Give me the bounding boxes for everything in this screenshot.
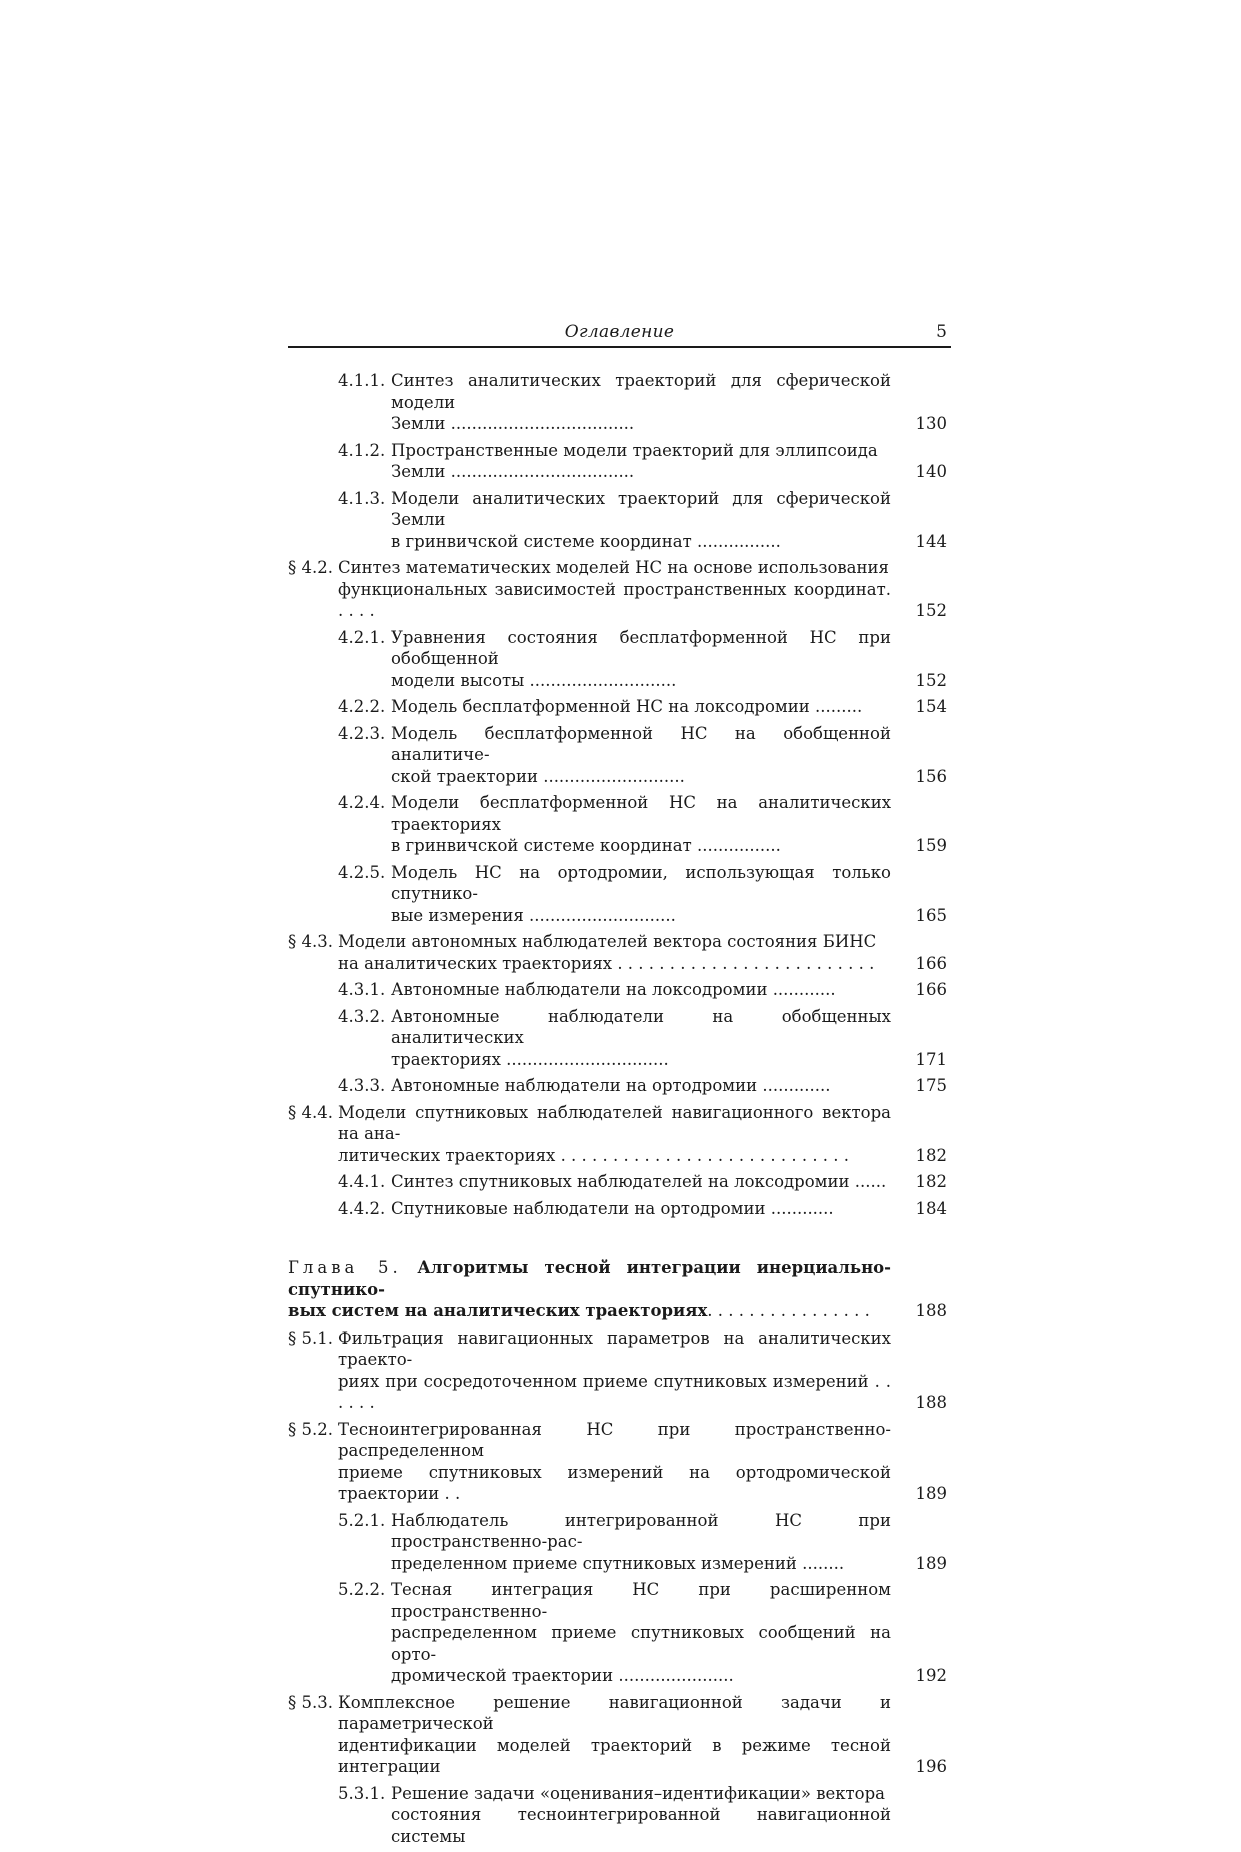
- entry-title: [338, 931, 891, 974]
- toc-subsection-entry: [288, 792, 951, 857]
- entry-page-number: 192: [915, 1666, 947, 1685]
- entry-title-line: Модель бесплатформенной НС на обобщенной аналитиче-: [391, 723, 891, 764]
- entry-title: [391, 1171, 891, 1193]
- entry-title-line: Спутниковые наблюдатели на ортодромии ............: [391, 1198, 834, 1218]
- entry-title-line: Модель НС на ортодромии, использующая только спутнико-: [391, 862, 891, 903]
- entry-page-number: 182: [915, 1145, 947, 1165]
- entry-title: [391, 862, 891, 927]
- entry-number: § 5.2.: [288, 1419, 333, 1439]
- entry-title: [391, 1783, 891, 1848]
- toc-subsection-entry: [288, 1075, 951, 1097]
- entry-number: 4.2.2.: [338, 697, 386, 716]
- entry-title: [391, 979, 891, 1001]
- entry-title-line: вые измерения ............................: [391, 905, 676, 925]
- entry-title-line: в гринвичской системе координат ................: [391, 836, 781, 855]
- entry-title-line: Синтез математических моделей НС на основе использования: [338, 558, 889, 577]
- entry-number: 4.1.3.: [338, 488, 386, 508]
- entry-title-line: Тесноинтегрированная НС при пространственно-распределенном: [338, 1419, 891, 1460]
- entry-title-line: дромической траектории ......................: [391, 1666, 734, 1685]
- entry-title: [391, 1075, 891, 1097]
- chapter-title-line2: вых систем на аналитических траекториях: [288, 1301, 708, 1320]
- entry-title-line: Земли ...................................: [391, 414, 635, 433]
- entry-title: [391, 1198, 891, 1220]
- toc-subsection-entry: [288, 979, 951, 1001]
- entry-number: 5.2.1.: [338, 1510, 386, 1530]
- toc-section-entry: [288, 1328, 951, 1414]
- entry-page-number: 171: [915, 1049, 947, 1069]
- entry-page-number: 166: [915, 953, 947, 973]
- entry-title-line: Автономные наблюдатели на локсодромии ............: [391, 980, 836, 999]
- entry-title-line: Синтез аналитических траекторий для сферической модели: [391, 371, 891, 412]
- entry-page-number: 189: [915, 1484, 947, 1503]
- entry-title-line: пределенном приеме спутниковых измерений ........: [391, 1553, 845, 1573]
- entry-number: 4.2.4.: [338, 793, 386, 812]
- entry-title-line: в гринвичской системе координат ................: [391, 531, 781, 551]
- entry-page-number: 182: [915, 1172, 947, 1191]
- toc-section-entry: [288, 557, 951, 622]
- entry-page-number: 159: [915, 836, 947, 855]
- entry-page-number: 196: [915, 1757, 947, 1776]
- toc-subsection-entry: [288, 1783, 951, 1848]
- entry-title: [391, 723, 891, 788]
- toc-group-chapter-5: [288, 1328, 951, 1848]
- entry-number: § 4.4.: [288, 1102, 333, 1122]
- entry-title: [338, 1102, 891, 1167]
- entry-page-number: 144: [915, 531, 947, 551]
- entry-title-line: Фильтрация навигационных параметров на аналитических траекто-: [338, 1328, 891, 1369]
- entry-title: [391, 627, 891, 692]
- entry-number: 4.4.2.: [338, 1198, 386, 1218]
- entry-number: 4.3.2.: [338, 1006, 386, 1026]
- entry-title-line: Тесная интеграция НС при расширенном пространственно-: [391, 1580, 891, 1621]
- entry-page-number: 140: [915, 462, 947, 481]
- entry-title-line: на аналитических траекториях . . . . . . . . . . . . . . . . . . . . . . . . .: [338, 953, 875, 973]
- toc-subsection-entry: [288, 488, 951, 553]
- entry-title: [391, 792, 891, 857]
- entry-number: 4.2.3.: [338, 723, 386, 743]
- toc-subsection-entry: [288, 440, 951, 483]
- toc-subsection-entry: [288, 1510, 951, 1575]
- toc-subsection-entry: [288, 627, 951, 692]
- entry-title-line: траекториях ...............................: [391, 1049, 669, 1069]
- entry-title-line: литических траекториях . . . . . . . . . . . . . . . . . . . . . . . . . . . .: [338, 1145, 850, 1165]
- toc-group-chapter-4: [288, 370, 951, 1219]
- entry-title-line: ской траектории ...........................: [391, 766, 685, 786]
- toc-subsection-entry: [288, 723, 951, 788]
- entry-page-number: 152: [915, 670, 947, 690]
- entry-number: § 4.3.: [288, 932, 333, 951]
- entry-title: [391, 488, 891, 553]
- entry-page-number: 175: [915, 1076, 947, 1095]
- entry-title: [391, 440, 891, 483]
- toc-subsection-entry: [288, 1198, 951, 1220]
- entry-page-number: 188: [915, 1393, 947, 1412]
- entry-page-number: 156: [915, 766, 947, 786]
- chapter-leader: . . . . . . . . . . . . . . . .: [707, 1301, 870, 1320]
- running-title: Оглавление: [564, 322, 675, 342]
- entry-title-line: Уравнения состояния бесплатформенной НС при обобщенной: [391, 627, 891, 668]
- entry-page-number: 154: [915, 697, 947, 716]
- chapter-page-number: 188: [915, 1301, 947, 1320]
- toc-subsection-entry: [288, 1006, 951, 1071]
- entry-title-line: Модели автономных наблюдателей вектора состояния БИНС: [338, 932, 877, 951]
- chapter-title-line1: Алгоритмы тесной интеграции инерциально-спутнико-: [288, 1258, 892, 1299]
- entry-title: [338, 557, 891, 622]
- entry-page-number: 165: [915, 905, 947, 925]
- entry-number: 5.3.1.: [338, 1783, 386, 1803]
- entry-number: 4.2.1.: [338, 627, 386, 647]
- entry-title-line: Комплексное решение навигационной задачи и параметрической: [338, 1692, 891, 1733]
- entry-title-line: Модели спутниковых наблюдателей навигационного вектора на ана-: [338, 1102, 891, 1143]
- entry-title-line: Модели бесплатформенной НС на аналитических траекториях: [391, 793, 891, 834]
- toc-section-entry: [288, 1692, 951, 1778]
- toc-section-entry: [288, 931, 951, 974]
- toc-subsection-entry: [288, 1579, 951, 1687]
- entry-number: § 5.3.: [288, 1692, 333, 1712]
- toc-subsection-entry: [288, 862, 951, 927]
- entry-title-line: Модель бесплатформенной НС на локсодромии .........: [391, 697, 863, 716]
- entry-title: [338, 1328, 891, 1414]
- entry-page-number: 166: [915, 980, 947, 999]
- entry-number: 5.2.2.: [338, 1580, 386, 1599]
- entry-number: § 4.2.: [288, 558, 333, 577]
- entry-title-line: состояния тесноинтегрированной навигационной системы: [391, 1805, 891, 1846]
- toc-subsection-entry: [288, 1171, 951, 1193]
- toc-section-entry: [288, 1419, 951, 1505]
- entry-page-number: 184: [915, 1198, 947, 1218]
- entry-page-number: 130: [915, 414, 947, 433]
- toc-subsection-entry: [288, 370, 951, 435]
- entry-number: 4.1.1.: [338, 371, 386, 390]
- entry-title: [391, 1006, 891, 1071]
- entry-title: [391, 370, 891, 435]
- entry-number: § 5.1.: [288, 1328, 333, 1348]
- entry-number: 4.3.1.: [338, 980, 386, 999]
- toc-subsection-entry: [288, 696, 951, 718]
- page-number: 5: [936, 322, 947, 342]
- entry-title-line: Решение задачи «оценивания–идентификации» вектора: [391, 1783, 886, 1803]
- entry-title: [391, 1510, 891, 1575]
- entry-title-line: модели высоты ............................: [391, 670, 677, 690]
- entry-title-line: распределенном приеме спутниковых сообщений на орто-: [391, 1623, 891, 1664]
- table-of-contents: [288, 370, 951, 1852]
- entry-title-line: Автономные наблюдатели на ортодромии .............: [391, 1076, 831, 1095]
- entry-number: 4.4.1.: [338, 1172, 386, 1191]
- entry-title-line: Модели аналитических траекторий для сферической Земли: [391, 488, 891, 529]
- entry-number: 4.1.2.: [338, 440, 386, 460]
- entry-title-line: идентификации моделей траекторий в режиме тесной интеграции: [338, 1735, 891, 1776]
- chapter-heading: [288, 1257, 951, 1322]
- entry-title-line: риях при сосредоточенном приеме спутниковых измерений . . . . . .: [338, 1371, 891, 1412]
- entry-title: [391, 1579, 891, 1687]
- entry-page-number: 152: [915, 601, 947, 620]
- entry-number: 4.2.5.: [338, 862, 386, 882]
- entry-page-number: 189: [915, 1553, 947, 1573]
- entry-title: [391, 696, 891, 718]
- entry-title-line: Наблюдатель интегрированной НС при пространственно-рас-: [391, 1510, 891, 1551]
- entry-title-line: Автономные наблюдатели на обобщенных аналитических: [391, 1006, 891, 1047]
- entry-title-line: Синтез спутниковых наблюдателей на локсодромии ......: [391, 1172, 887, 1191]
- chapter-label: Глава 5.: [288, 1258, 402, 1277]
- toc-section-entry: [288, 1102, 951, 1167]
- entry-title-line: приеме спутниковых измерений на ортодромической траектории . .: [338, 1462, 891, 1503]
- entry-title-line: функциональных зависимостей пространственных координат. . . . .: [338, 579, 891, 620]
- entry-title-line: Пространственные модели траекторий для эллипсоида: [391, 440, 878, 460]
- entry-title: [338, 1419, 891, 1505]
- entry-title: [338, 1692, 891, 1778]
- entry-title-line: Земли ...................................: [391, 462, 635, 481]
- entry-number: 4.3.3.: [338, 1076, 386, 1095]
- page-header: [288, 322, 951, 348]
